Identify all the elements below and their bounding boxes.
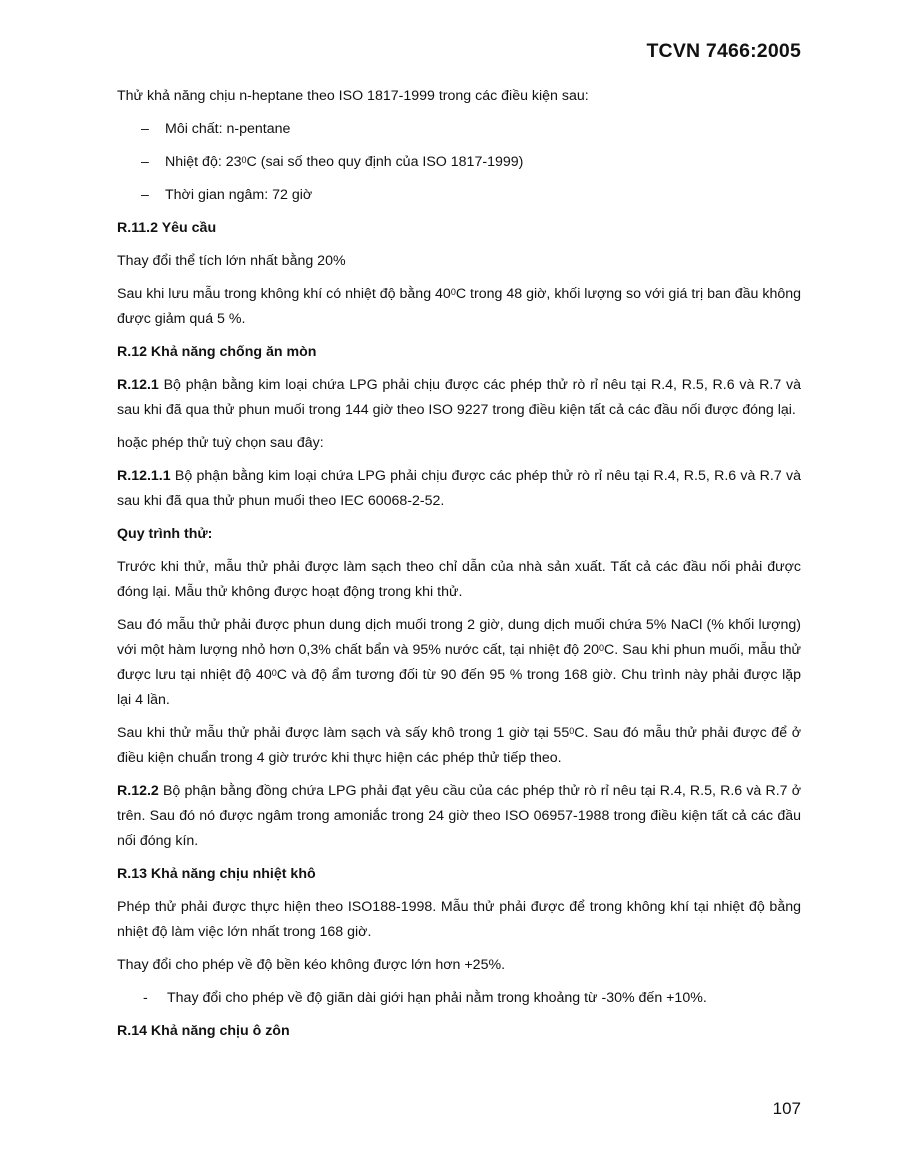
r13-paragraph-2: Thay đổi cho phép về độ bền kéo không được lớn hơn +25%. bbox=[117, 957, 506, 973]
section-heading-r12: R.12 Khả năng chống ăn mòn bbox=[117, 344, 317, 360]
condition-time-text: Thời gian ngâm: 72 giờ bbox=[165, 187, 313, 203]
clause-number: R.12.2 bbox=[117, 783, 159, 799]
document-body bbox=[117, 84, 801, 1052]
dash-marker: – bbox=[141, 154, 149, 170]
condition-temperature bbox=[117, 150, 801, 175]
section-heading-r11-2: R.11.2 Yêu cầu bbox=[117, 220, 217, 236]
procedure-paragraph-2: Sau đó mẫu thử phải được phun dung dịch muối trong 2 giờ, dung dịch muối chứa 5% NaCl (% khối lượng) với một hàm lượng nhỏ hơn 0,3% chất bẩn và 95% nước cất, tại nhiệt độ $20^0C$. Sau khi phun muối, mẫu thử được lưu tại nhiệt độ $40^0C$ và độ ẩm tương đối từ 90 đến 95 % trong 168 giờ. Chu trình này phải được lặp lại 4 lần. bbox=[117, 617, 801, 708]
clause-number: R.12.1.1 bbox=[117, 468, 171, 484]
r12-alternative-paragraph: hoặc phép thử tuỳ chọn sau đây: bbox=[117, 435, 324, 451]
dash-marker: – bbox=[141, 187, 149, 203]
section-heading-r14: R.14 Khả năng chịu ô zôn bbox=[117, 1023, 290, 1039]
r13-bullet-text: Thay đổi cho phép về độ giãn dài giới hạn phải nằm trong khoảng từ -30% đến +10%. bbox=[167, 990, 707, 1006]
condition-time bbox=[117, 183, 801, 208]
r13-paragraph-1: Phép thử phải được thực hiện theo ISO188-1998. Mẫu thử phải được để trong không khí tại nhiệt độ bằng nhiệt độ làm việc lớn nhất trong 168 giờ. bbox=[117, 899, 801, 940]
procedure-heading: Quy trình thử: bbox=[117, 526, 213, 542]
r12-1-paragraph: R.12.1 Bộ phận bằng kim loại chứa LPG phải chịu được các phép thử rò rỉ nêu tại R.4, R.5, R.6 và R.7 và sau khi đã qua thử phun muối trong 144 giờ theo ISO 9227 trong điều kiện tất cả các đầu nối được đóng lại. bbox=[117, 377, 801, 418]
r12-1-1-paragraph: R.12.1.1 Bộ phận bằng kim loại chứa LPG phải chịu được các phép thử rò rỉ nêu tại R.4, R.5, R.6 và R.7 và sau khi đã qua thử phun muối theo IEC 60068-2-52. bbox=[117, 468, 801, 509]
r11-2-paragraph-2: Sau khi lưu mẫu trong không khí có nhiệt độ bằng $40^0C$ trong 48 giờ, khối lượng so với giá trị ban đầu không được giảm quá 5 %. bbox=[117, 286, 802, 327]
hyphen-marker: - bbox=[143, 990, 148, 1006]
condition-medium-text: Môi chất: n-pentane bbox=[165, 121, 291, 137]
standard-code: TCVN 7466:2005 bbox=[646, 40, 801, 62]
intro-paragraph: Thử khả năng chịu n-heptane theo ISO 1817-1999 trong các điều kiện sau: bbox=[117, 88, 589, 104]
r11-2-paragraph-1: Thay đổi thể tích lớn nhất bằng 20% bbox=[117, 253, 346, 269]
procedure-paragraph-3: Sau khi thử mẫu thử phải được làm sạch và sấy khô trong 1 giờ tại $55^0C$. Sau đó mẫu thử phải được để ở điều kiện chuẩn trong 4 giờ trước khi thực hiện các phép thử tiếp theo. bbox=[117, 725, 801, 766]
condition-medium bbox=[117, 117, 801, 142]
r12-2-paragraph: R.12.2 Bộ phận bằng đồng chứa LPG phải đạt yêu cầu của các phép thử rò rỉ nêu tại R.4, R.5, R.6 và R.7 ở trên. Sau đó nó được ngâm trong amoniắc trong 24 giờ theo ISO 06957-1988 trong điều kiện tất cả các đầu nối đóng kín. bbox=[117, 783, 801, 849]
section-heading-r13: R.13 Khả năng chịu nhiệt khô bbox=[117, 866, 316, 882]
page-number: 107 bbox=[772, 1099, 801, 1118]
clause-number: R.12.1 bbox=[117, 377, 159, 393]
dash-marker: – bbox=[141, 121, 149, 137]
procedure-paragraph-1: Trước khi thử, mẫu thử phải được làm sạch theo chỉ dẫn của nhà sản xuất. Tất cả các đầu nối phải được đóng lại. Mẫu thử không được hoạt động trong khi thử. bbox=[117, 559, 801, 600]
r13-bullet-item bbox=[117, 986, 801, 1011]
condition-temperature-text: Nhiệt độ: $23^0C$ (sai số theo quy định của ISO 1817-1999) bbox=[165, 154, 524, 170]
